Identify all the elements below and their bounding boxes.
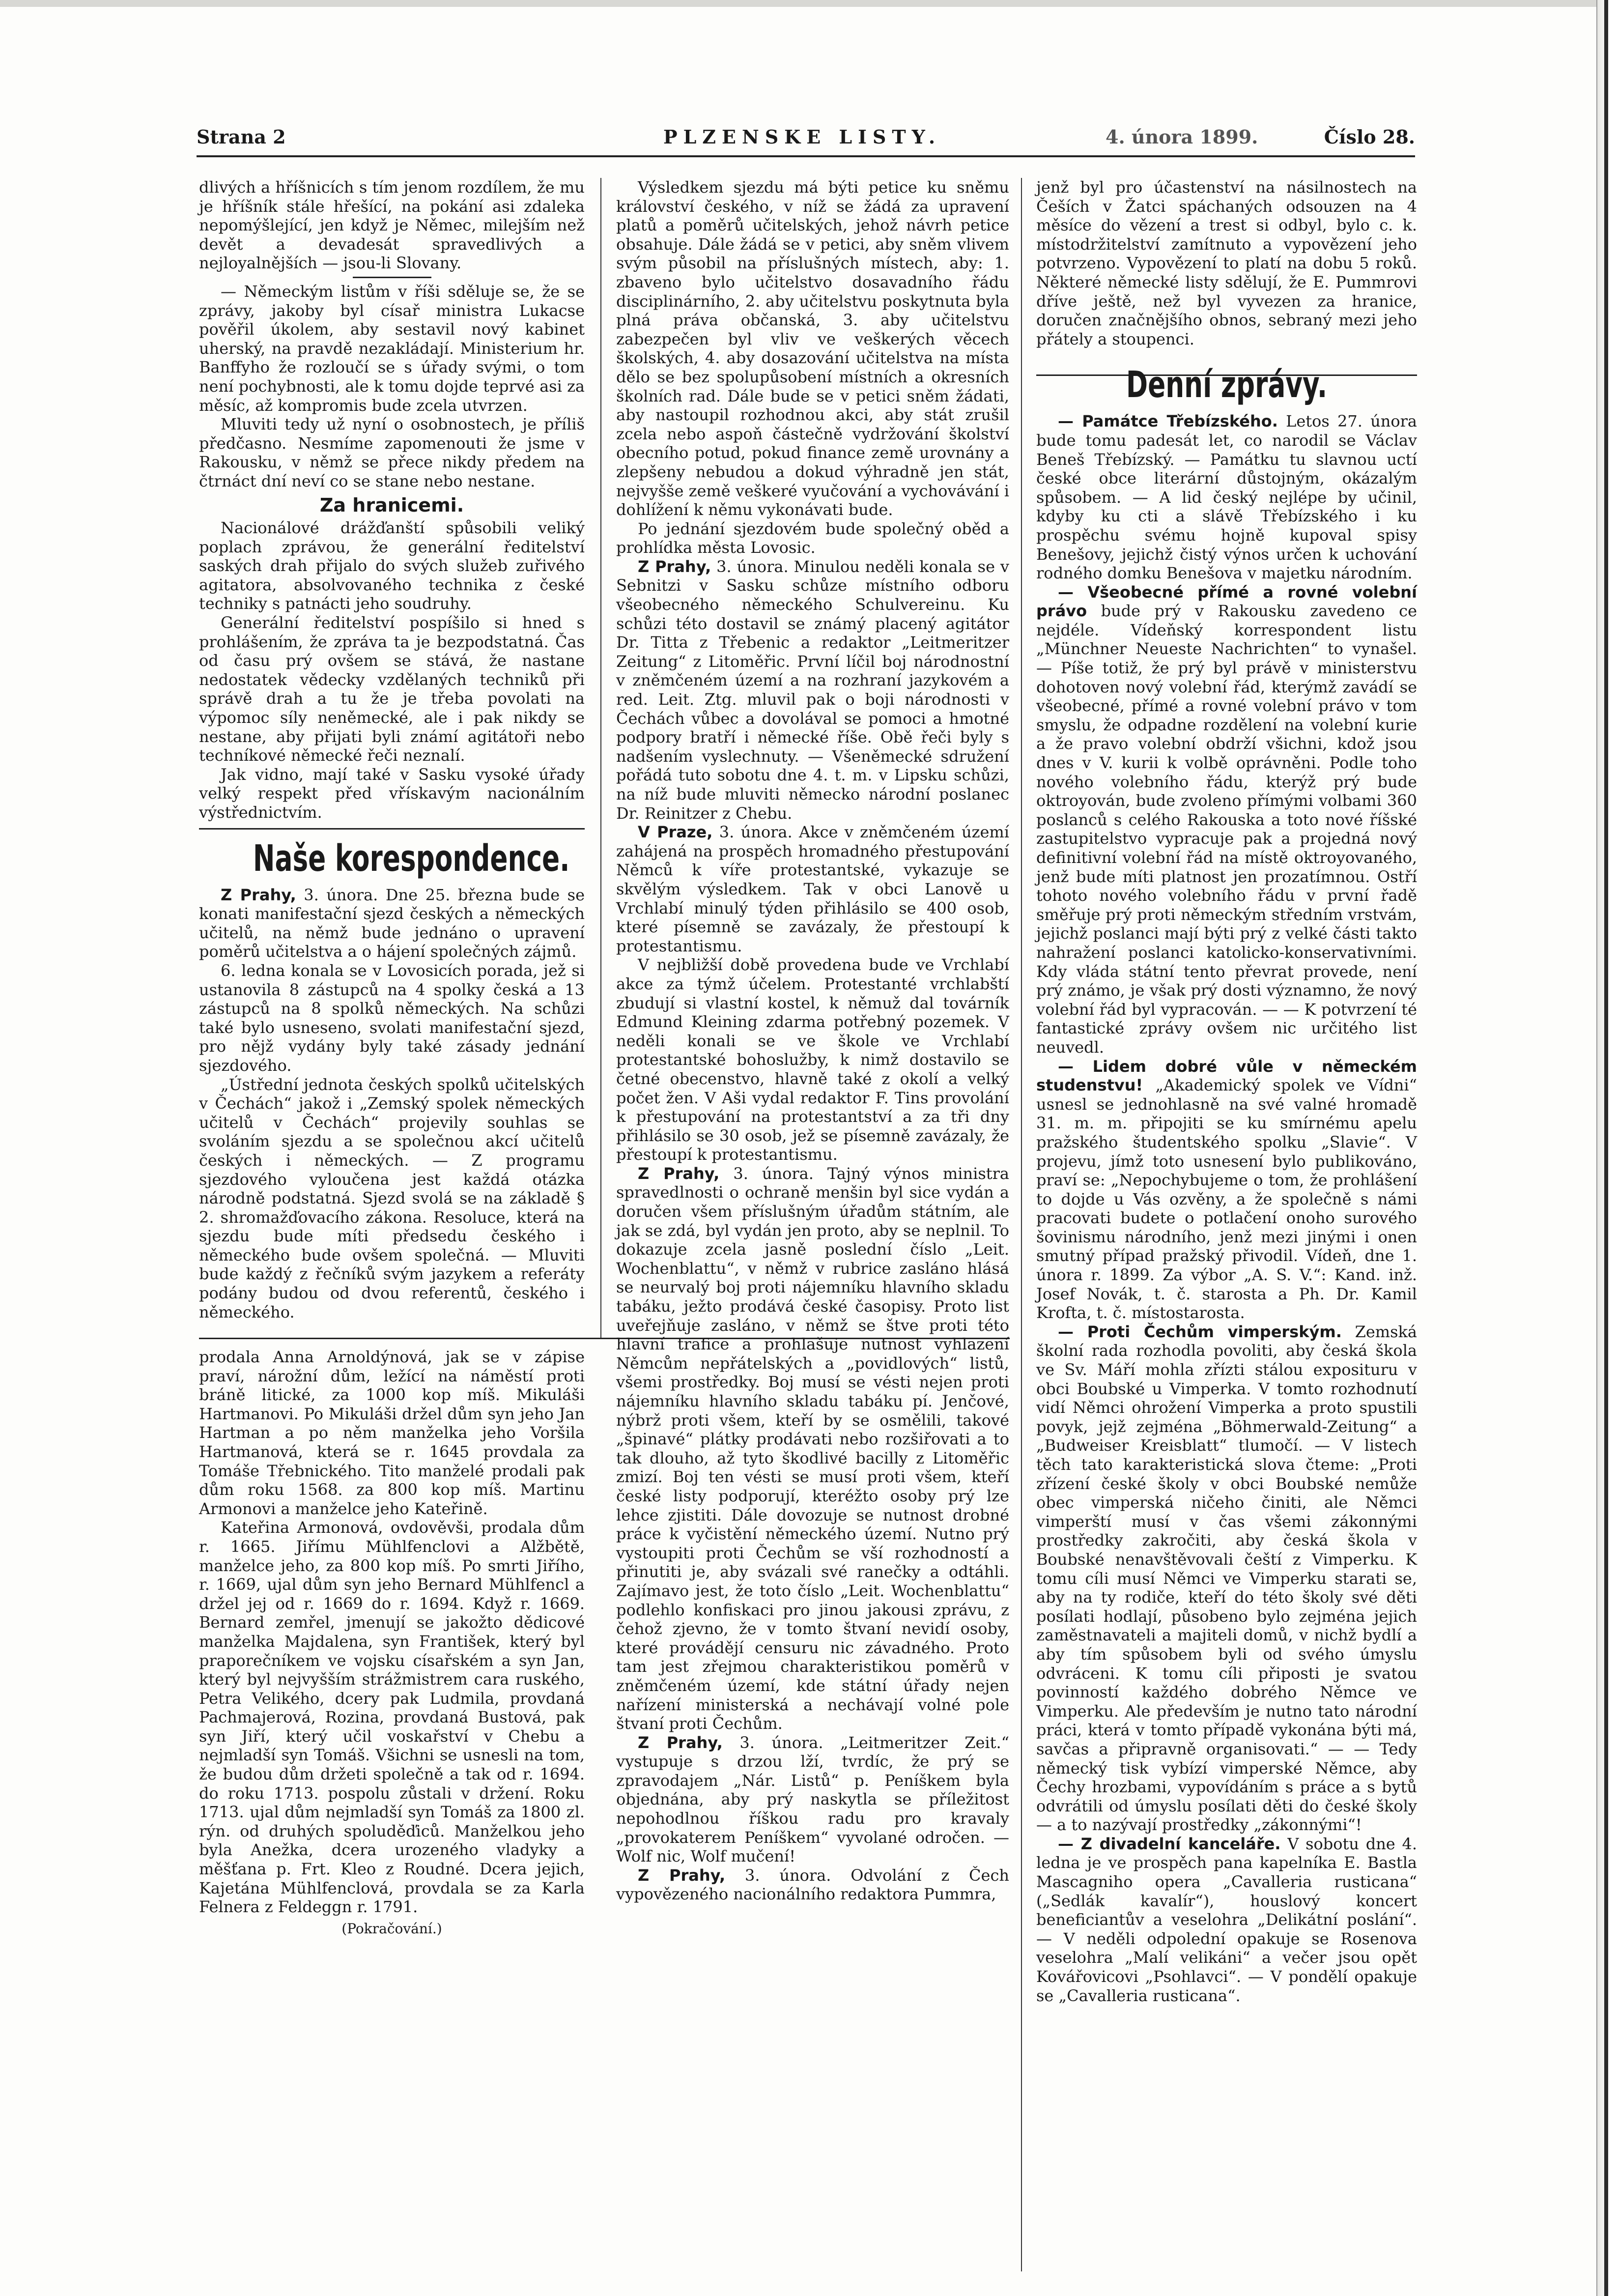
dateline: Z Prahy, xyxy=(638,1733,723,1752)
paragraph: Mluviti tedy už nyní o osobnostech, je příliš předčasno. Nesmíme zapomenouti že jsme v Rakousku, v němž se přece nikdy předem na čtrnáct dní neví co se stane nebo nestane. xyxy=(199,415,585,490)
continuation-note: (Pokračování.) xyxy=(341,1920,442,1937)
header-rule xyxy=(197,155,1415,157)
dateline: V Praze, xyxy=(638,823,713,842)
paragraph: Z Prahy, 3. února. Minulou neděli konala se v Sebnitzi v Sasku schůze místního odboru všeobecného německého Schulvereinu. Ku schůzi této dostavil se známý placený agitátor Dr. Titta z Třebenic a redaktor „Leitmeritzer Zeitung“ z Litoměřic. První líčil boj národnostní v zněmčeném území a na rozhraní jazykovém a red. Leit. Ztg. mluvil pak o boji národnosti v Čechách vůbec a dovolával se pomoci a hmotné podpory bratří i německé říše. Obě řeči byly s nadšením vyslechnuty. — Všeněmecké sdružení pořádá tuto sobotu dne 4. t. m. v Lipsku schůzi, na níž bude mluviti německo národní poslanec Dr. Reinitzer z Chebu. xyxy=(616,557,1010,823)
paragraph: Jak vidno, mají také v Sasku vysoké úřady velký respekt před vřískavým nacionálním výstřednictvím. xyxy=(199,765,585,822)
paragraph: prodala Anna Arnoldýnová, jak se v zápise praví, nárožní dům, ležící na náměstí proti bráně litické, za 1000 kop míš. Mikuláši Hartmanovi. Po Mikuláši držel dům syn jeho Jan Hartman a po něm manželka jeho Voršila Hartmanová, která se r. 1645 provdala za Tomáše Třebnického. Tito manželé prodali pak dům roku 1568. za 800 kop míš. Martinu Armonovi a manželce jeho Kateřině. xyxy=(199,1348,585,1518)
column-separator xyxy=(1021,178,1022,2271)
column-separator xyxy=(600,178,601,1338)
news-headline: — Památce Třebízského. xyxy=(1058,412,1278,431)
subheading: Za hranicemi. xyxy=(319,494,464,516)
paragraph: „Ústřední jednota českých spolků učitelských v Čechách“ jakož i „Zemský spolek německých učitelů v Čechách“ projevily souhlas se svoláním sjezdu a se společnou akcí učitelů českých i německých. — Z programu sjezdového vyloučena jest každá otázka národně podstatná. Sjezd svolá se na základě § 2. shromažďovacího zákona. Resoluce, která na sjezdu bude míti předsedu českého i německého bude ovšem společná. — Mluviti bude každý z řečníků svým jazykem a referáty podány budou od dvou referentů, českého i německého. xyxy=(199,1075,585,1321)
paragraph: dlivých a hříšnicích s tím jenom rozdílem, že mu je hříšník stále hřešící, na pokání asi zdaleka nepomýšlející, jen když je Němec, milejším než devět a devadesát spravedlivých a nejloyalnějších — jsou-li Slovany. xyxy=(199,178,585,273)
paragraph: Výsledkem sjezdu má býti petice ku sněmu království českého, v níž se žádá za upravení platů a poměrů učitelských, jehož návrh petice obsahuje. Dále žádá se v petici, aby sněm vlivem svým působil na příslušných místech, aby: 1. zbaveno bylo učitelstvo dosavadního řádu disciplinárního, 2. aby učitelstvu poskytnuta byla plná práva občanská, 3. aby učitelstvu zabezpečen byl vliv ve veškerých věcech školských, 4. aby dosazování učitelstva na místa dělo se bez spolupůsobení místních a okresních školních rad. Dále bude se v petici sněm žádati, aby nastoupil rozhodnou akci, aby stát zrušil zcela nebo aspoň částečně vydržování školství obecního potud, pokud finance země urovnány a zlepšeny nebudou a dokud výhradně jen stát, nejvyšše země veškeré vyučování a vychovávání i dohlížení k němu vykonávati bude. xyxy=(616,178,1009,519)
paragraph: Kateřina Armonová, ovdověvši, prodala dům r. 1665. Jiřímu Mühlfenclovi a Alžbětě, manželce jeho, za 800 kop míš. Po smrti Jiřího, r. 1669, ujal dům syn jeho Bernard Mühlfencl a držel jej od r. 1669 do r. 1694. Když r. 1669. Bernard zemřel, jmenují se jakožto dědicové manželka Majdalena, syn František, který byl praporečníkem ve vojsku císařském a syn Jan, který byl nejvyšším strážmistrem cara ruského, Petra Velikého, dcery pak Ludmila, provdaná Pachmajerová, Rozina, provdaná Bustová, pak syn Jiří, který učil voskařství v Chebu a nejmladší syn Tomáš. Všichni se usnesli na tom, že budou dům držeti společně a tak od r. 1694. do roku 1713. pospolu zůstali v držení. Roku 1713. ujal dům nejmladší syn Tomáš za 1800 zl. rýn. od druhých spoluděďiců. Manželkou jeho byla Anežka, dcera urozeného vladyky a měšťana p. Frt. Kleo z Roudné. Dcera jejich, Kajetána Mühlfenclová, provdala se za Karla Felnera z Feldeggn r. 1791. xyxy=(199,1518,585,1917)
dateline: Z Prahy, xyxy=(638,1866,726,1885)
news-headline: — Proti Čechům vimperským. xyxy=(1058,1322,1342,1341)
issue-number: Číslo 28. xyxy=(1324,126,1415,148)
news-headline: — Všeobecné přímé a rovné volební právo xyxy=(1036,582,1417,621)
news-headline: — Z divadelní kanceláře. xyxy=(1058,1834,1281,1853)
column-middle xyxy=(616,178,1009,1904)
dateline: Z Prahy, xyxy=(638,557,711,576)
page-header xyxy=(197,123,1415,150)
dateline: Z Prahy, xyxy=(638,1164,720,1183)
paragraph: Z Prahy, 3. února. Tajný výnos ministra spravedlnosti o ochraně menšin byl sice vydán a doručen všem příslušným úřadům státním, ale jak se zdá, byl vydán jen proto, aby se neplnil. To dokazuje zcela jasně poslední číslo „Leit. Wochenblattu“, v němž v rubrice zasláno hlásá se neurvalý boj proti nájemníku hlavního skladu tabáku, ježto prodává české časopisy. Proto list uveřejňuje zasláno, v němž se štve proti této hlavní trafice a prohlašuje nutnost vyhlazení Němcům nepřátelských a „povidlových“ listů, všemi prostředky. Boj musí se vésti nejen proti nájemníku hlavního skladu tabáku pí. Jenčové, nýbrž proti všem, kteří by se osmělili, takové „špinavé“ plátky prodávati nebo rozšiřovati a to tak dlouho, až tyto škodlivé bacilly z Litoměřic zmizí. Boj ten vésti se musí proti všem, kteří české listy podporují, kteréžto osoby prý lze lehce zjistiti. Dále dovozuje se nutnost drobné práce k vyčistění německého území. Nutno prý vystoupiti proti Čechům se vší rozhodností a přinutiti je, aby svázali své ranečky a odtáhli. Zajímavo jest, že toto číslo „Leit. Wochenblattu“ podlehlo konfiskaci pro jinou jakousi zprávu, z čehož zjevno, že v tomto štvaní nevidí osoby, které provádějí censuru nic závadného. Proto tam jest zřejmou charakteristikou poměrů v zněmčeném území, kde státní úřady nejen nařízení ministerská a nechávají volné pole štvaní proti Čechům. xyxy=(616,1164,1010,1733)
paragraph: Z Prahy, 3. února. Odvolání z Čech vypovězeného nacionálního redaktora Pummra, xyxy=(616,1866,1010,1904)
paragraph: V Praze, 3. února. Akce v zněmčeném území zahájená na prospěch hromadného přestupování Němců k víře protestantské, vykazuje se skvělým výsledkem. Tak v obci Lanově u Vrchlabí minulý týden přihlásilo se 400 osob, které písemně se zavázaly, že přestoupí k protestantismu. xyxy=(616,823,1010,955)
paragraph: — Proti Čechům vimperským. Zemská školní rada rozhodla povoliti, aby česká škola ve Sv. Máří mohla zřízti stálou exposituru v obci Boubské u Vimperka. V tomto rozhodnutí vidí Němci ohrožení Vimperka a proto spustili povyk, jejž zejména „Böhmerwald-Zeitung“ a „Budweiser Kreisblatt“ tlumočí. — V listech těch tato karakteristická slova čteme: „Proti zřízení české školy v obci Boubské nemůže obec vimperská ničeho činiti, ale Němci vimperští musí v čas všemi zákonnými prostředky zakročiti, aby česká škola v Boubské nenavštěvovali čeští z Vimperku. K tomu cíli musí Němci ve Vimperku starati se, aby na ty rodiče, kteří do této školy své děti posílati hodlají, působeno bylo zejména jejich zaměstnavateli a majiteli domů, v nichž bydlí a aby tím spůsobem byli od svého úmyslu odvráceni. K tomu cíli připosti je svatou povinností každého dobrého Němce ve Vimperku. Ale především je nutno tato národní práci, která v tomto případě vykonána býti má, savčas a připravně organisovati.“ — — Tedy německý tisk vybízí vimperské Němce, aby Čechy hrozbami, vypovídáním s práce a s bytů odvrátili od úmyslu posílati děti do české školy — a to nazývají prostředky „zákonnými“! xyxy=(1036,1322,1418,1835)
paragraph: jenž byl pro účastenství na násilnostech na Češích v Žatci spáchaných odsouzen na 4 měsíce do vězení a trest si odbyl, bylo c. k. místodržitelství zamítnuto a vypovězení jeho potvrzeno. Vypovězení to platí na dobu 5 roků. Některé německé listy sdělují, že E. Pummrovi dříve ještě, než byl vyvezen za hranice, doručen značnějšího obnos, sebraný mezi jeho přátely a stoupenci. xyxy=(1036,178,1417,348)
paragraph: — Všeobecné přímé a rovné volební právo bude prý v Rakousku zavedeno ce nejdéle. Vídeňský korrespondent listu „Münchner Neueste Nachrichten“ to vynašel. — Píše totiž, že prý byl právě v ministerstvu dohotoven nový volební řád, kterýmž zavádí se všeobecné, přímé a rovné volební právo v tom smyslu, že odpadne rozdělení na volební kurie a že pravo volební obdrží všichni, kdož jsou dnes v V. kurii k volbě oprávněni. Podle toho nového volebního řádu, kterýž prý bude oktroyován, bude zvoleno přímými volbami 360 poslanců s celého Rakouska a toto nové říšské zastupitelstvo vypracuje pak a projedná nový definitivní volební řád na místě oktroyovaného, jenž bude míti platnost jen prozatímnou. Ostří tohoto nového volebního řádu v první řadě směřuje prý proti německým středním vrstvám, jejichž poslanci mají býti prý z velké části takto nahražení poslanci katolicko-konservativními. Kdy vláda státní tento převrat provede, není prý známo, je však prý dosti významno, že nový volební řád byl vypracován. — — K potvrzení té fantastické zprávy ovšem nic určitého list neuvedl. xyxy=(1036,582,1417,1057)
paragraph: — Lidem dobré vůle v německém studenstvu! „Akademický spolek ve Vídni“ usnesl se jednohlasně na své valné hromadě 31. m. m. připojiti se ku smírnému apelu pražského študentského spolku „Slavie“. V projevu, jímž toto usnesení bylo publikováno, praví se: „Nepochybujeme o tom, že prohlášení to dojde u Vás ozvěny, a že společně s námi pracovati budete o potlačení onoho surového šovinismu národního, jenž mezi jinými i onen smutný případ pražský přivodil. Vídeň, dne 1. února r. 1899. Za výbor „A. S. V.“: Kand. inž. Josef Novák, t. č. starosta a Ph. Dr. Kamil Krofta, t. č. místostarosta. xyxy=(1036,1057,1417,1322)
feuilleton-column xyxy=(199,1348,585,1938)
paragraph: Z Prahy, 3. února. „Leitmeritzer Zeit.“ vystupuje s drzou lží, tvrdíc, že prý se zpravodajem „Nár. Listů“ p. Peníškem byla objednána, aby prý naskytla se příležitost nepohodlnou říškou radu pro kravaly „provokaterem Peníškem“ vyvolané odročen. — Wolf nic, Wolf mučení! xyxy=(616,1733,1010,1866)
scan-edge-right xyxy=(1596,0,1617,2296)
news-headline: — Lidem dobré vůle v německém studenstvu! xyxy=(1036,1057,1417,1095)
page-number: Strana 2 xyxy=(197,126,286,148)
issue-date: 4. února 1899. xyxy=(1106,126,1258,148)
paragraph: V nejbližší době provedena bude ve Vrchlabí akce za týmž účelem. Protestanté vrchlabští zbudují si vlastní kostel, k němuž dal továrník Edmund Kleining zdarma potřebný pozemek. V neděli konali se ve škole ve Vrchlabí protestantské bohoslužby, k nimž dostavilo se četné obecenstvo, hlavně také z okolí a velký počet žen. V Aši vydal redaktor F. Tins provolání k přestupování na protestantství a za tři dny přihlásilo se 30 osob, jež se písemně zavázaly, že přestoupí k protestantismu. xyxy=(616,955,1009,1164)
paragraph: Generální ředitelství pospíšilo si hned s prohlášením, že zpráva ta je bezpodstatná. Čas od času prý ovšem se stává, že nastane nedostatek vědecky vzdělaných techniků při správě drah a tu že je třeba povolati na výpomoc síly neněmecké, ale i pak nikdy se nestane, aby přijati byli známí agitátoři nebo techníkové německé řeči neznalí. xyxy=(199,613,585,765)
column-left xyxy=(199,178,585,1321)
paragraph: — Památce Třebízského. Letos 27. února bude tomu padesát let, co narodil se Václav Beneš Třebízský. — Památku tu slavnou uctí české obce literární důstojným, okázalým spůsobem. — A lid český nejlépe by učinil, kdyby ku cti a slávě Třebízského i ku prospěchu svému hojně kupoval spisy Benešovy, jejichž čistý výnos určen k uchování rodného domku Benešova v majetku národním. xyxy=(1036,412,1417,583)
paragraph: Nacionálové drážďanští spůsobili veliký poplach zprávou, že generální ředitelství saských drah přijalo do svých služeb zuřivého agitatora, absolvovaného technika z české techniky s patnácti jeho soudruhy. xyxy=(199,518,585,613)
section-heading: Denní zprávy. xyxy=(1126,364,1328,406)
newspaper-title: PLZENSKE LISTY. xyxy=(663,126,941,148)
paragraph: 6. ledna konala se v Lovosicích porada, jež si ustanovila 8 zástupců na 4 spolky česká a 13 zástupců na 8 spolků německých. Na schůzi také bylo usneseno, svolati manifestační sjezd, pro nějž vydány byly také zásady jednání sjezdového. xyxy=(199,961,585,1075)
paragraph: — Z divadelní kanceláře. V sobotu dne 4. ledna je ve prospěch pana kapelníka E. Bastla Mascagniho opera „Cavalleria rusticana“ („Sedlák kavalír“), houslový koncert beneficiantův a veselohra „Delikátní poslání“. — V neděli odpolední opakuje se Rosenova veselohra „Malí velikáni“ a večer jsou opět Kovářovicovi „Psohlavci“. — V pondělí opakuje se „Cavalleria rusticana“. xyxy=(1036,1834,1418,2005)
paragraph: — Německým listům v říši sděluje se, že se zprávy, jakoby byl císař ministra Lukacse pověřil úkolem, aby sestavil nový kabinet uherský, na pravdě nezakládají. Ministerium hr. Banffyho že rozloučí se s úřady svými, o tom není pochybnosti, ale k tomu dojde teprvé asi za měsíc, až kompromis bude zcela utvrzen. xyxy=(199,282,585,415)
paragraph: Z Prahy, 3. února. Dne 25. března bude se konati manifestační sjezd českých a německých učitelů, na němž bude jednáno o upravení poměrů učitelstva a o hájení společných zájmů. xyxy=(199,885,585,961)
column-right xyxy=(1036,178,1417,2005)
dateline: Z Prahy, xyxy=(221,885,296,904)
separator-rule xyxy=(353,277,431,278)
paragraph: Po jednání sjezdovém bude společný oběd a prohlídka města Lovosic. xyxy=(616,519,1009,557)
scan-edge-top xyxy=(0,0,1617,7)
separator-rule xyxy=(199,828,585,830)
section-heading: Naše korespondence. xyxy=(253,837,570,880)
